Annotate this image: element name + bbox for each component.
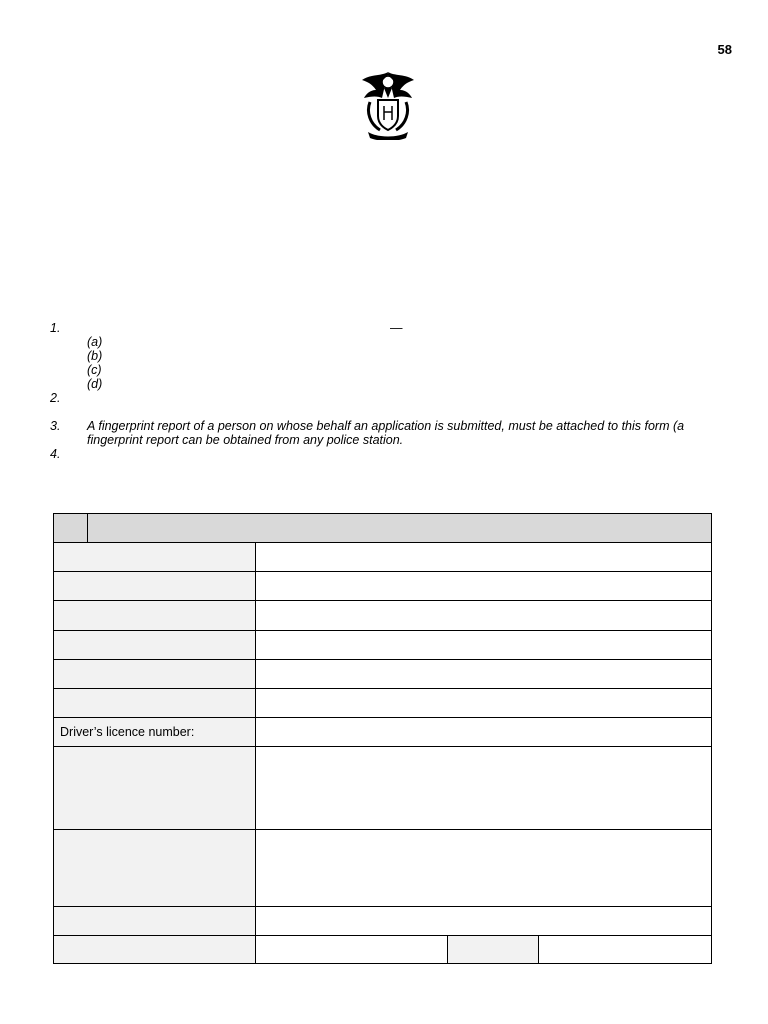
field-label bbox=[54, 830, 256, 907]
field-input[interactable] bbox=[256, 601, 711, 631]
field-input[interactable] bbox=[256, 689, 711, 718]
field-input[interactable] bbox=[256, 572, 711, 601]
section-number-cell bbox=[54, 514, 88, 543]
instruction-number: 3. bbox=[50, 419, 61, 433]
field-sub-input[interactable] bbox=[539, 936, 711, 963]
page-number: 58 bbox=[717, 42, 732, 57]
field-input[interactable] bbox=[256, 747, 711, 830]
field-label bbox=[54, 907, 256, 936]
field-label bbox=[54, 936, 256, 963]
section-title-cell bbox=[88, 514, 711, 543]
instructions bbox=[0, 0, 768, 470]
field-label bbox=[54, 572, 256, 601]
instruction-number: 2. bbox=[50, 391, 61, 405]
field-input[interactable] bbox=[256, 830, 711, 907]
instruction-text: A fingerprint report of a person on whose behalf an application is submitted, must be attached to this form (a fingerprint report can be obtained from any police station. bbox=[87, 419, 685, 447]
sub-item-label: (b) bbox=[87, 349, 103, 363]
field-input[interactable] bbox=[256, 936, 448, 963]
field-label bbox=[54, 631, 256, 660]
field-label bbox=[54, 747, 256, 830]
sub-item-label: (a) bbox=[87, 335, 103, 349]
sub-item-label: (c) bbox=[87, 363, 102, 377]
drivers-licence-label: Driver’s licence number: bbox=[54, 718, 256, 747]
field-label bbox=[54, 543, 256, 572]
drivers-licence-input[interactable] bbox=[256, 718, 711, 747]
instruction-dash: — bbox=[390, 321, 403, 335]
field-label bbox=[54, 660, 256, 689]
sub-item-label: (d) bbox=[87, 377, 103, 391]
instruction-number: 1. bbox=[50, 321, 61, 335]
field-input[interactable] bbox=[256, 543, 711, 572]
application-form-table bbox=[53, 513, 712, 964]
field-input[interactable] bbox=[256, 631, 711, 660]
field-input[interactable] bbox=[256, 907, 711, 936]
field-label bbox=[54, 601, 256, 631]
instruction-number: 4. bbox=[50, 447, 61, 461]
field-sub-label bbox=[448, 936, 539, 963]
field-input[interactable] bbox=[256, 660, 711, 689]
field-label bbox=[54, 689, 256, 718]
